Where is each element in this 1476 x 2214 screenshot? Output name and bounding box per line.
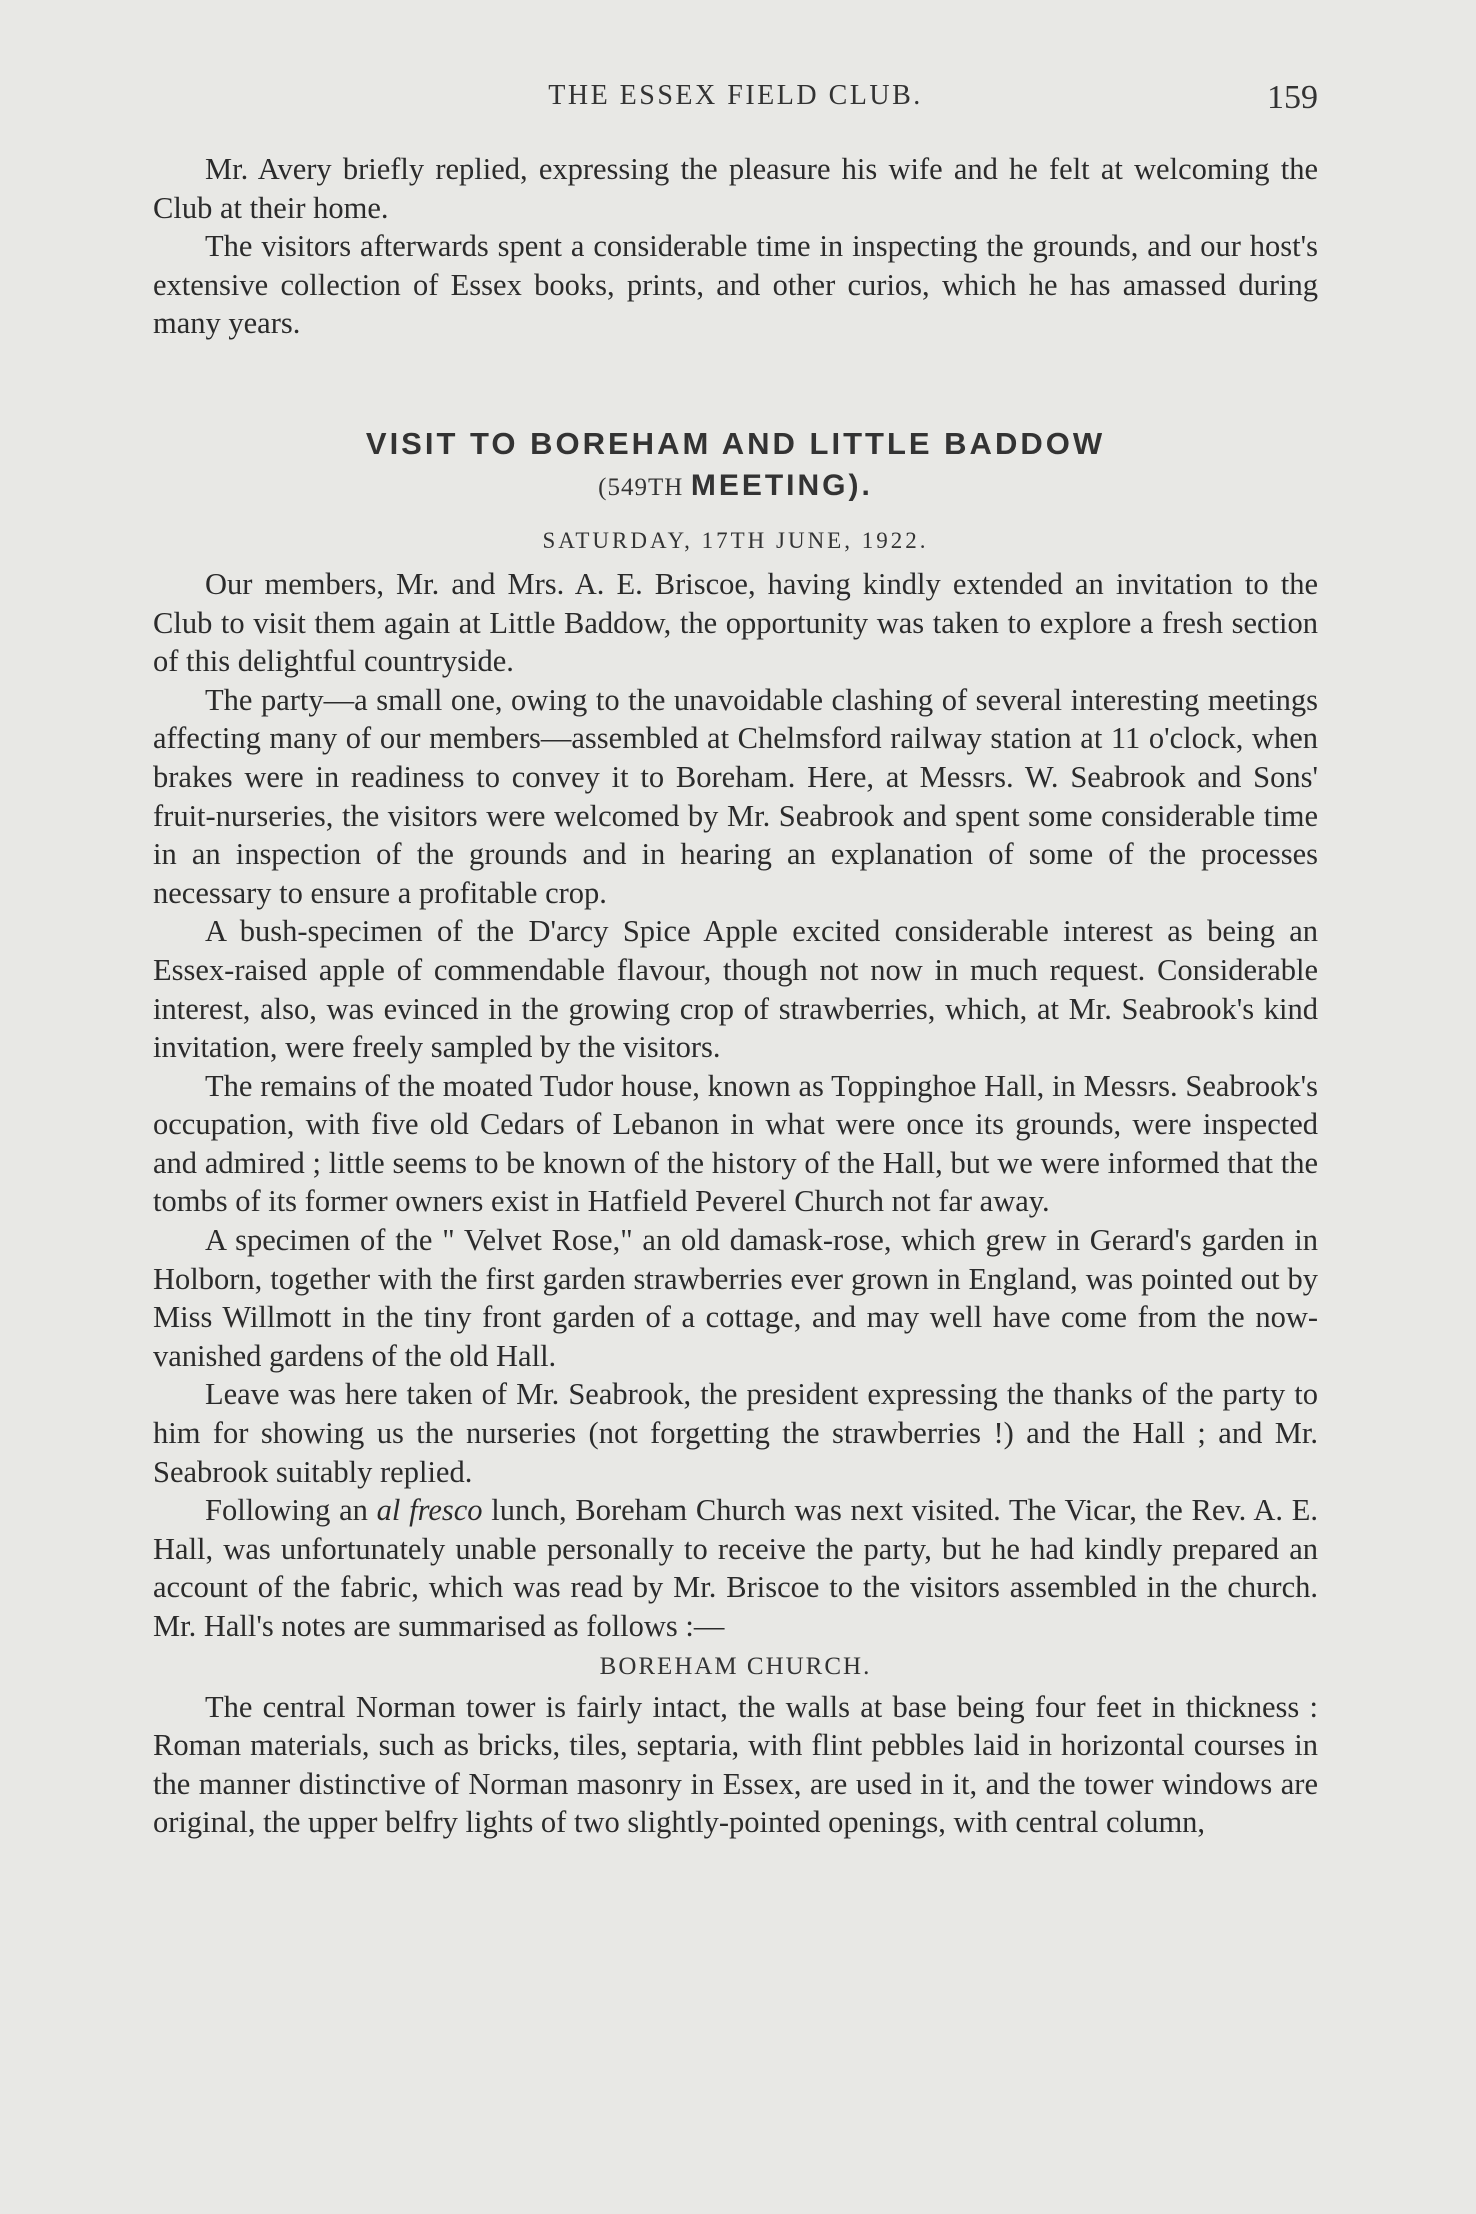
paragraph-party: The party—a small one, owing to the unavoidable clashing of several interesting meetings affecting many of our members—assembled at Chelmsford railway station at 11 o'clock, when brakes were in readiness to convey it to Boreham. Here, at Messrs. W. Seabrook and Sons' fruit-nurseries, the visitors were welcomed by Mr. Seabrook and spent some considerable time in an inspection of the grounds and in hearing an explanation of some of the processes necessary to ensure a profitable crop. [153,682,1318,910]
page-number: 159 [1267,79,1318,116]
section-spacer [153,343,1318,423]
meeting-line [153,465,1318,509]
lunch-text-before: Following an [205,1493,377,1528]
lunch-text-after: lunch, Boreham Church was next visited. The Vicar, the Rev. A. E. Hall, was unfortunately unable personally to receive the party, but he had kindly prepared an account of the fabric, which was read by Mr. Briscoe to the visitors assembled in the church. Mr. Hall's notes are summarised as follows :— [153,1493,1318,1643]
meeting-date: SATURDAY, 17TH JUNE, 1922. [542,527,929,553]
paragraph-church: The central Norman tower is fairly intact, the walls at base being four feet in thickness : Roman materials, such as bricks, tiles, septaria, with flint pebbles laid in horizontal courses in the manner distinctive of Norman masonry in Essex, are used in it, and the tower windows are original, the upper belfry lights of two slightly-pointed openings, with central column, [153,1689,1318,1840]
intro-paragraph-2: The visitors afterwards spent a considerable time in inspecting the grounds, and our host's extensive collection of Essex books, prints, and other curios, which he has amassed during many years. [153,229,1318,341]
running-title: THE ESSEX FIELD CLUB. [548,80,923,111]
subheading-boreham-church: BOREHAM CHURCH. [599,1652,872,1680]
paragraph-leave: Leave was here taken of Mr. Seabrook, the president expressing the thanks of the party to him for showing us the nurseries (not forgetting the strawberries !) and the Hall ; and Mr. Seabrook suitably replied. [153,1377,1318,1489]
paragraph-apple: A bush-specimen of the D'arcy Spice Apple excited considerable interest as being an Essex-raised apple of commendable flavour, though not now in much request. Considerable interest, also, was evinced in the growing crop of strawberries, which, at Mr. Seabrook's kind invitation, were freely sampled by the visitors. [153,914,1318,1065]
paragraph-invitation: Our members, Mr. and Mrs. A. E. Briscoe, having kindly extended an invitation to the Club to visit them again at Little Baddow, the opportunity was taken to explore a fresh section of this delightful countryside. [153,566,1318,679]
intro-paragraph-1: Mr. Avery briefly replied, expressing the pleasure his wife and he felt at welcoming the Club at their home. [153,152,1318,225]
paragraph-lunch [153,1491,1318,1645]
section-title: VISIT TO BOREHAM AND LITTLE BADDOW [365,425,1106,461]
lunch-italic-phrase: al fresco [376,1493,483,1528]
paragraph-velvet-rose: A specimen of the " Velvet Rose," an old damask-rose, which grew in Gerard's garden in Holborn, together with the first garden strawberries ever grown in England, was pointed out by Miss Willmott in the tiny front garden of a cottage, and may well have come from the now-vanished gardens of the old Hall. [153,1223,1318,1373]
body-text [153,150,1318,1842]
page-header [153,76,1318,126]
meeting-word: MEETING). [690,468,873,502]
meeting-number: (549TH [598,473,684,501]
paragraph-tudor-house: The remains of the moated Tudor house, known as Toppinghoe Hall, in Messrs. Seabrook's occupation, with five old Cedars of Lebanon in what were once its grounds, were inspected and admired ; little seems to be known of the history of the Hall, but we were informed that the tombs of its former owners exist in Hatfield Peverel Church not far away. [153,1068,1318,1219]
